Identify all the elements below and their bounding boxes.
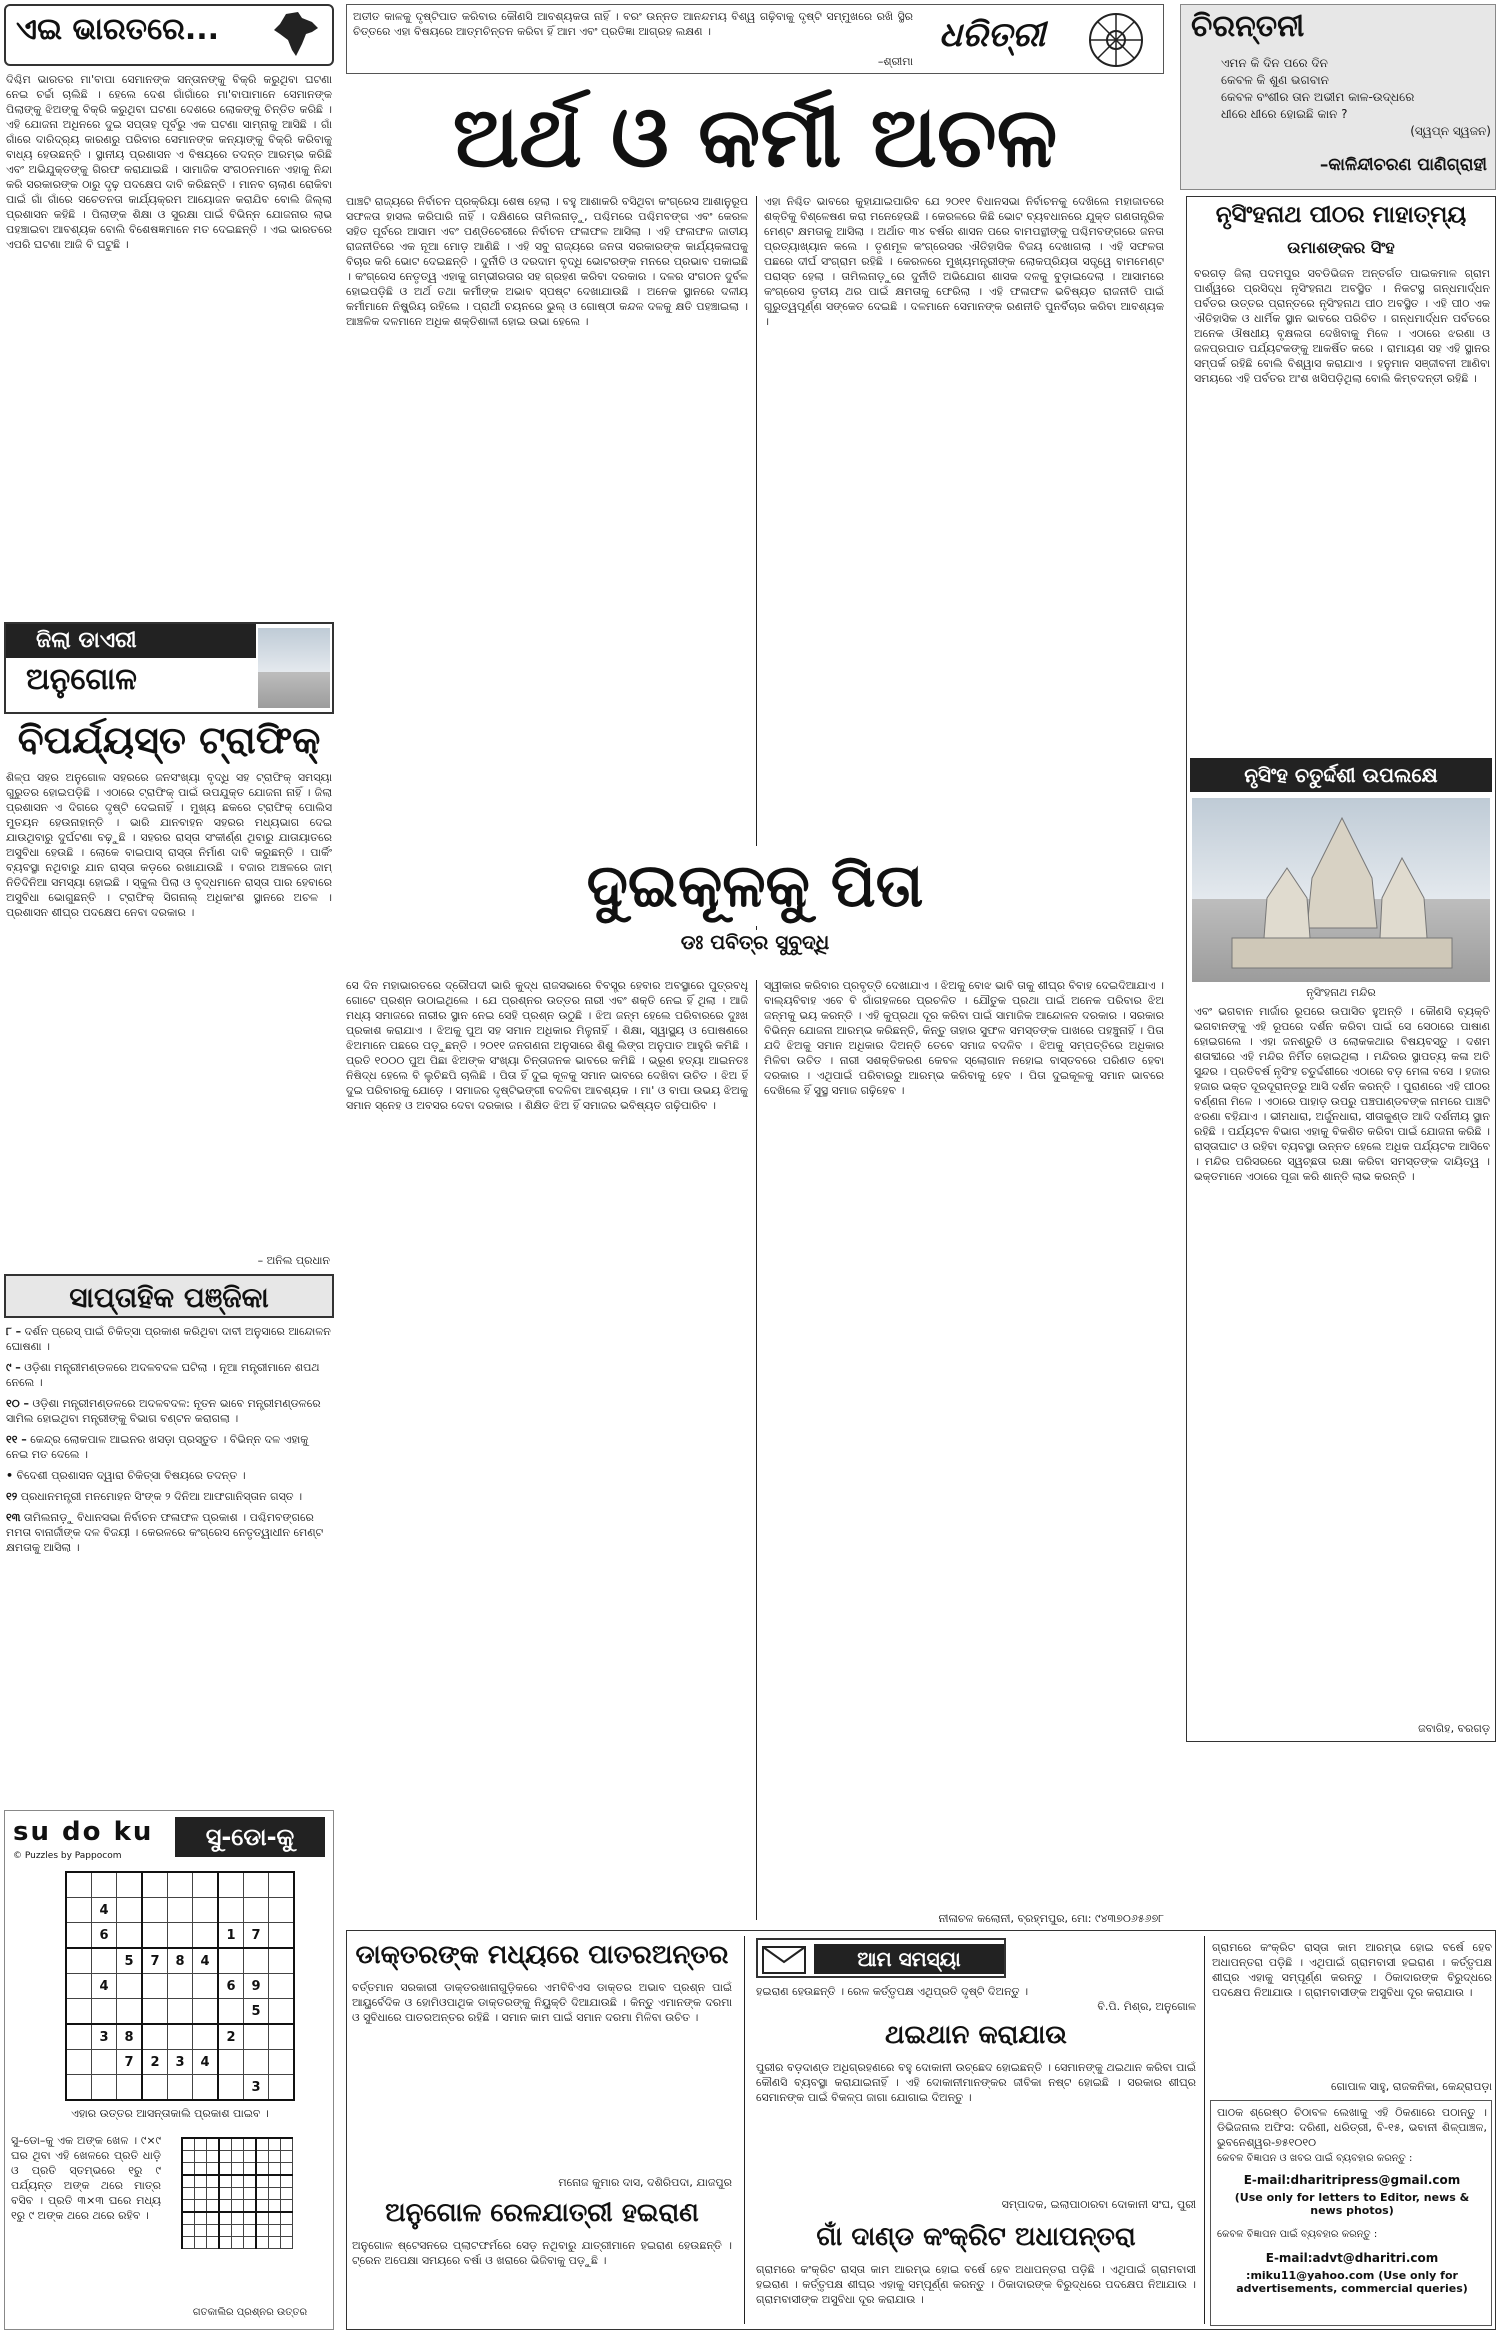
answer-row xyxy=(182,2200,293,2213)
answer-cell xyxy=(281,2138,293,2151)
sudoku-cell xyxy=(269,2050,295,2075)
poem-line: କେବଳ କି ଶୁଣ ଭଗବାନ xyxy=(1221,73,1329,87)
temple-text: ଏବଂ ଭଗବାନ ମାର୍ଜାର ରୂପରେ ଉପାସିତ ହୁଅନ୍ତି । କୌଣସି ବ୍ୟକ୍ତି ଭଗବାନଙ୍କୁ ଏହି ରୂପରେ ଦର୍ଶନ କରିବା ପାଇଁ ସେ ସେଠାରେ ପାଷାଣ ହୋଇଗଲେ । ଏହା ଜନଶ୍ରୁତି ଓ ଲୋକକଥାର ବିଷୟବସ୍ତୁ । ଦଶମ ଶତାବ୍ଦୀରେ ଏହି ମନ୍ଦିର ନିର୍ମିତ ହୋଇଥିଲା । ମନ୍ଦିରର ସ୍ଥାପତ୍ୟ କଳା ଅତି ସୁନ୍ଦର । ପ୍ରତିବର୍ଷ ନୃସିଂହ ଚତୁର୍ଦ୍ଦଶୀରେ ଏଠାରେ ବଡ଼ ମେଳା ବସେ । ହଜାର ହଜାର ଭକ୍ତ ଦୂରଦୂରାନ୍ତରୁ ଆସି ଦର୍ଶନ କରନ୍ତି । ପୁରାଣରେ ଏହି ପୀଠର ବର୍ଣ୍ଣନା ମିଳେ । ଏଠାରେ ପାହାଡ଼ ଉପରୁ ପଞ୍ଚପାଣ୍ଡବଙ୍କ ନାମରେ ପାଞ୍ଚଟି ଝରଣା ବହିଯାଏ । ଭୀମଧାରା, ଅର୍ଜୁନଧାରା, ସୀତାକୁଣ୍ଡ ଆଦି ଦର୍ଶନୀୟ ସ୍ଥାନ ରହିଛି । ପର୍ଯ୍ୟଟନ ବିଭାଗ ଏହାକୁ ବିକଶିତ କରିବା ପାଇଁ ଯୋଜନା କରିଛି । ରାସ୍ତାଘାଟ ଓ ରହିବା ବ୍ୟବସ୍ଥା ଉନ୍ନତ ହେଲେ ଅଧିକ ପର୍ଯ୍ୟଟକ ଆସିବେ । ମନ୍ଦିର ପରିସରରେ ସ୍ୱଚ୍ଛତା ରକ୍ଷା କରିବା ସମସ୍ତଙ୍କ ଦାୟିତ୍ୱ । ଭକ୍ତମାନେ ଏଠାରେ ପୂଜା କରି ଶାନ୍ତି ଲାଭ କରନ୍ତି । xyxy=(1194,1005,1490,1183)
sudoku-cell xyxy=(142,1898,168,1923)
answer-cell xyxy=(244,2175,257,2188)
masthead-strip xyxy=(346,4,1164,74)
pith-byline: ଉମାଶଙ୍କର ସିଂହ xyxy=(1287,238,1395,257)
answer-cell xyxy=(256,2138,269,2151)
sudoku-grid xyxy=(65,1871,295,2101)
answer-cell xyxy=(244,2237,257,2249)
answer-row xyxy=(182,2163,293,2176)
lift-heading: ଥଇଥାନ କରାଯାଉ xyxy=(885,2020,1067,2050)
answer-cell xyxy=(207,2200,220,2213)
poem-line: ଏମନ କି ଦିନ ପରେ ଦିନ xyxy=(1221,56,1328,70)
sudoku-cell xyxy=(269,1974,295,1999)
weekly-entry-text: ବିଦେଶୀ ପ୍ରଶାସନ ଦ୍ୱାରା ଚିକିତ୍ସା ବିଷୟରେ ତଦନ୍ତ । xyxy=(16,1469,246,1482)
temple-illustration xyxy=(1192,798,1490,982)
sudoku-cell xyxy=(92,1872,117,1898)
second-col-1: ସେ ଦିନ ମହାଭାରତରେ ଦ୍ରୌପଦୀ ଭାରି କୁଦ୍ଧ ରାଜସଭାରେ ବିବସ୍ତ୍ର ହେବାର ଅବସ୍ଥାରେ ପୁତ୍ରବଧୂ ଗୋଟେ ପ୍ରଶ୍ନ ଉଠାଇଥିଲେ । ଯେ ପ୍ରଶ୍ନର ଉତ୍ତର ନାରୀ ଏବଂ ଶକ୍ତି ନେଇ ହିଁ ଥିଲା । ଆଜି ମଧ୍ୟ ସମାଜରେ ନାରୀର ସ୍ଥାନ ନେଇ ସେହି ପ୍ରଶ୍ନ ଉଠୁଛି । ଝିଅ ଜନ୍ମ ହେଲେ ପରିବାରରେ ଦୁଃଖ ପ୍ରକାଶ କରାଯାଏ । ଝିଅକୁ ପୁଅ ସହ ସମାନ ଅଧିକାର ମିଳୁନାହିଁ । ଶିକ୍ଷା, ସ୍ୱାସ୍ଥ୍ୟ ଓ ପୋଷଣରେ ଝିଅମାନେ ପଛରେ ପଡ଼ୁଛନ୍ତି । ୨୦୧୧ ଜନଗଣନା ଅନୁସାରେ ଶିଶୁ ଲିଙ୍ଗ ଅନୁପାତ ଆହୁରି କମିଛି । ପ୍ରତି ୧୦୦୦ ପୁଅ ପିଛା ଝିଅଙ୍କ ସଂଖ୍ୟା ଚିନ୍ତାଜନକ ଭାବରେ କମିଛି । ଭ୍ରୂଣ ହତ୍ୟା ଆଇନତଃ ନିଷିଦ୍ଧ ହେଲେ ବି ଲୁଚିଛପି ଚାଲିଛି । ପିତା ହିଁ ଦୁଇ କୂଳକୁ ସମାନ ଭାବରେ ଦେଖିବା ଉଚିତ । ଝିଅ ହିଁ ଦୁଇ ପରିବାରକୁ ଯୋଡ଼େ । ସମାଜର ଦୃଷ୍ଟିଭଙ୍ଗୀ ବଦଳିବା ଆବଶ୍ୟକ । ମା' ଓ ବାପା ଉଭୟ ଝିଅକୁ ସମାନ ସ୍ନେହ ଓ ଅବସର ଦେବା ଦରକାର । ଶିକ୍ଷିତ ଝିଅ ହିଁ ସମାଜର ଭବିଷ୍ୟତ ଗଢ଼ିପାରିବ । xyxy=(346,979,748,1112)
sudoku-cell xyxy=(244,1898,269,1923)
answer-row xyxy=(182,2225,293,2237)
answer-cell xyxy=(256,2225,269,2237)
sudoku-cell xyxy=(168,1923,193,1949)
sudoku-cell xyxy=(117,1923,143,1949)
second-col-2: ସ୍ୱୀକାର କରିବାର ପ୍ରବୃତ୍ତି ଦେଖାଯାଏ । ଝିଅକୁ ବୋଝ ଭାବି ତାକୁ ଶୀଘ୍ର ବିବାହ ଦେଇଦିଆଯାଏ । ବାଲ୍ୟବିବାହ ଏବେ ବି ଗାଁଗହଳରେ ପ୍ରଚଳିତ । ଯୌତୁକ ପ୍ରଥା ପାଇଁ ଅନେକ ପରିବାର ଝିଅ ଜନ୍ମକୁ ଭୟ କରନ୍ତି । ଏହି କୁପ୍ରଥା ଦୂର କରିବା ପାଇଁ ସାମାଜିକ ଆନ୍ଦୋଳନ ଦରକାର । ସରକାର ବିଭିନ୍ନ ଯୋଜନା ଆରମ୍ଭ କରିଛନ୍ତି, କିନ୍ତୁ ତାହାର ସୁଫଳ ସମସ୍ତଙ୍କ ପାଖରେ ପହଞ୍ଚୁନାହିଁ । ପିତା ଯଦି ଝିଅକୁ ସମାନ ଅଧିକାର ଦିଅନ୍ତି ତେବେ ସମାଜ ବଦଳିବ । ଝିଅକୁ ସମ୍ପତ୍ତିରେ ଅଧିକାର ମିଳିବା ଉଚିତ । ନାରୀ ସଶକ୍ତିକରଣ କେବଳ ସ୍ଲୋଗାନ ନହୋଇ ବାସ୍ତବରେ ପରିଣତ ହେବା ଦରକାର । ଏଥିପାଇଁ ପରିବାରରୁ ଆରମ୍ଭ କରିବାକୁ ହେବ । ପିତା ଦୁଇକୂଳକୁ ସମାନ ଭାବରେ ଦେଖିଲେ ହିଁ ସୁସ୍ଥ ସମାଜ ଗଢ଼ିହେବ । xyxy=(764,979,1164,1097)
weekly-entry-text: ଓଡ଼ିଶା ମନ୍ତ୍ରୀମଣ୍ଡଳରେ ଅଦଳବଦଳ: ନୂତନ ଭାବେ ମନ୍ତ୍ରୀମଣ୍ଡଳରେ ସାମିଲ ହୋଇଥିବା ମନ୍ତ୍ରୀଙ୍କୁ ବିଭାଗ ବଣ୍ଟନ କରାଗଲା । xyxy=(6,1397,321,1425)
rail-heading: ଅନୁଗୋଳ ରେଳଯାତ୍ରୀ ହଇରାଣ xyxy=(385,2198,699,2228)
answer-cell xyxy=(219,2138,232,2151)
sudoku-cell xyxy=(142,1872,168,1898)
main-headline: ଅର୍ଥ ଓ କର୍ମୀ ଅଚଳ xyxy=(452,88,1058,186)
column-rule xyxy=(756,980,757,1920)
answer-cell xyxy=(232,2237,244,2249)
sudoku-cell xyxy=(168,2024,193,2050)
answer-cell xyxy=(232,2212,244,2225)
answer-cell xyxy=(195,2175,207,2188)
sudoku-cell xyxy=(168,2075,193,2101)
weekly-entry-date: • xyxy=(6,1469,14,1482)
weekly-entry xyxy=(6,1468,332,1483)
sudoku-row xyxy=(66,1999,294,2025)
temple-photo xyxy=(1192,798,1490,982)
column-rule xyxy=(744,1936,745,2324)
answer-cell xyxy=(182,2200,195,2213)
answer-cell xyxy=(269,2188,281,2200)
sudoku-cell: 5 xyxy=(117,1948,143,1974)
road-heading: ଗାଁ ଦାଣ୍ଡ କଂକ୍ରିଟ ଅଧାପନ୍ତରା xyxy=(816,2222,1136,2252)
sudoku-cell xyxy=(168,1898,193,1923)
answer-cell xyxy=(182,2237,195,2249)
lift-author: ସମ୍ପାଦକ, ଇଲାପାଠାରବା ଦୋକାନୀ ସଂଘ, ପୁରୀ xyxy=(1001,2198,1196,2211)
road-text-continued: ଗ୍ରାମରେ କଂକ୍ରିଟ ରାସ୍ତା କାମ ଆରମ୍ଭ ହୋଇ ବର୍ଷେ ହେବ ଅଧାପନ୍ତରା ପଡ଼ିଛି । ଏଥିପାଇଁ ଗ୍ରାମବାସୀ ହଇରାଣ । କର୍ତ୍ତୃପକ୍ଷ ଶୀଘ୍ର ଏହାକୁ ସମ୍ପୂର୍ଣ୍ଣ କରନ୍ତୁ । ଠିକାଦାରଙ୍କ ବିରୁଦ୍ଧରେ ପଦକ୍ଷେପ ନିଆଯାଉ । ଗ୍ରାମବାସୀଙ୍କ ଅସୁବିଧା ଦୂର କରାଯାଉ । xyxy=(756,2263,1196,2306)
sudoku-cell xyxy=(66,1898,92,1923)
sudoku-cell xyxy=(269,1948,295,1974)
answer-cell xyxy=(269,2237,281,2249)
poem-line: ଧୀରେ ଧୀରେ ହୋଇଛି କାନ ? xyxy=(1221,107,1348,121)
answer-cell xyxy=(232,2225,244,2237)
contact-box xyxy=(1210,2100,1492,2326)
weekly-entry-text: ଓଡ଼ିଶା ମନ୍ତ୍ରୀମଣ୍ଡଳରେ ଅଦଳବଦଳ ଘଟିଲା । ନୂଆ ମନ୍ତ୍ରୀମାନେ ଶପଥ ନେଲେ । xyxy=(6,1361,320,1389)
problem-banner: ଆମ ସମସ୍ୟା xyxy=(814,1944,1004,1974)
answer-cell xyxy=(219,2212,232,2225)
sudoku-cell xyxy=(269,2075,295,2101)
answer-cell xyxy=(269,2212,281,2225)
answer-cell xyxy=(219,2237,232,2249)
sudoku-cell: 6 xyxy=(218,1974,244,1999)
sudoku-cell: 4 xyxy=(193,2050,219,2075)
sudoku-cell xyxy=(193,1872,219,1898)
sudoku-cell: 8 xyxy=(168,1948,193,1974)
answer-cell xyxy=(281,2151,293,2163)
answer-cell xyxy=(195,2237,207,2249)
answer-cell xyxy=(281,2225,293,2237)
answer-cell xyxy=(269,2175,281,2188)
sudoku-cell: 3 xyxy=(92,2024,117,2050)
sudoku-cell xyxy=(168,1872,193,1898)
sudoku-cell xyxy=(218,2075,244,2101)
answer-cell xyxy=(232,2200,244,2213)
answer-cell xyxy=(232,2138,244,2151)
answer-cell xyxy=(207,2151,220,2163)
weekly-entry-date: ୧୦ – xyxy=(6,1397,30,1410)
answer-cell xyxy=(207,2237,220,2249)
sudoku-cell xyxy=(92,2075,117,2101)
sudoku-cell xyxy=(117,1974,143,1999)
answer-cell xyxy=(244,2151,257,2163)
kicker-article: ଦିଶ୍ଚିମ ଭାରତର ମା'ବାପା ସେମାନଙ୍କ ସନ୍ତାନଙ୍କୁ ବିକ୍ରି କରୁଥିବା ଘଟଣା ନେଇ ଚର୍ଚ୍ଚା ଚାଲିଛି । ହେଲେ ଦେଶ ଗାଁଗାଁରେ ମା'ବାପାମାନେ ସେମାନଙ୍କ ପିଲାଙ୍କୁ ଝିଅଙ୍କୁ ବିକ୍ରି କରୁଥିବା ଘଟଣା ଦେଶରେ ଲୋକଙ୍କୁ ଚିନ୍ତିତ କରିଛି । ଏହି ଯୋଜନା ଅଧିନରେ ଦୁଇ ସପ୍ତାହ ପୂର୍ବରୁ ଏକ ଘଟଣା ସାମ୍ନାକୁ ଆସିଛି । ଗାଁ ଗାଁରେ ଦାରିଦ୍ର୍ୟ କାରଣରୁ ପରିବାର ସେମାନଙ୍କ କନ୍ୟାଙ୍କୁ ବିକ୍ରି କରିବାକୁ ବାଧ୍ୟ ହେଉଛନ୍ତି । ସ୍ଥାନୀୟ ପ୍ରଶାସନ ଏ ବିଷୟରେ ତଦନ୍ତ ଆରମ୍ଭ କରିଛି ଏବଂ ଅଭିଯୁକ୍ତଙ୍କୁ ଗିରଫ କରାଯାଇଛି । ସାମାଜିକ ସଂଗଠନମାନେ ଏହାକୁ ନିନ୍ଦା କରି ସରକାରଙ୍କ ଠାରୁ ଦୃଢ଼ ପଦକ୍ଷେପ ଦାବି କରିଛନ୍ତି । ମାନବ ଚାଲାଣ ରୋକିବା ପାଇଁ ଗାଁ ଗାଁରେ ସଚେତନତା କାର୍ଯ୍ୟକ୍ରମ ଆୟୋଜନ କରାଯିବ ବୋଲି ଜିଲ୍ଲା ପ୍ରଶାସନ କହିଛି । ପିଲାଙ୍କ ଶିକ୍ଷା ଓ ସୁରକ୍ଷା ପାଇଁ ବିଭିନ୍ନ ଯୋଜନାର ଲାଭ ପହଞ୍ଚାଇବା ଆବଶ୍ୟକ ବୋଲି ବିଶେଷଜ୍ଞମାନେ ମତ ଦେଇଛନ୍ତି । ଏଇ ଭାରତରେ ଏପରି ଘଟଣା ଆଜି ବି ଘଟୁଛି । xyxy=(6,73,332,251)
sudoku-cell xyxy=(142,1999,168,2025)
second-footer: ନୀଳାଚଳ କଲୋନୀ, ବ୍ରହ୍ମପୁର, ମୋ: ୯୪୩୭୦୬୫୬୭୮ xyxy=(938,1912,1164,1925)
poem-line: (ସ୍ୱପ୍ନ ସ୍ୱଜନ) xyxy=(1410,124,1491,138)
answer-row xyxy=(182,2188,293,2200)
sudoku-cell xyxy=(66,2075,92,2101)
doctor-text: ବର୍ତ୍ତମାନ ସରକାରୀ ଡାକ୍ତରଖାନାଗୁଡ଼ିକରେ ଏମବିବିଏସ ଡାକ୍ତର ଅଭାବ ପ୍ରଶ୍ନ ପାଇଁ ଆୟୁର୍ବେଦିକ ଓ ହୋମିଓପାଥିକ ଡାକ୍ତରଙ୍କୁ ନିୟୁକ୍ତି ଦିଆଯାଉଛି । କିନ୍ତୁ ଏମାନଙ୍କ ଦରମା ଓ ସୁବିଧାରେ ପାତରଅନ୍ତର ରହିଛି । ସମାନ କାମ ପାଇଁ ସମାନ ଦରମା ମିଳିବା ଉଚିତ । xyxy=(352,1981,732,2024)
lift-text: ପୁରୀର ବଡ଼ଦାଣ୍ଡ ଅଧିଗ୍ରହଣରେ ବହୁ ଦୋକାନୀ ଉଚ୍ଛେଦ ହୋଇଛନ୍ତି । ସେମାନଙ୍କୁ ଥଇଥାନ କରିବା ପାଇଁ କୌଣସି ବ୍ୟବସ୍ଥା କରାଯାଇନାହିଁ । ଏହି ଦୋକାନୀମାନଙ୍କର ଜୀବିକା ନଷ୍ଟ ହୋଇଛି । ସରକାର ଶୀଘ୍ର ସେମାନଙ୍କ ପାଇଁ ବିକଳ୍ପ ଜାଗା ଯୋଗାଇ ଦିଅନ୍ତୁ । xyxy=(756,2061,1196,2104)
answer-cell xyxy=(182,2138,195,2151)
sudoku-cell xyxy=(269,1999,295,2025)
answer-cell xyxy=(269,2151,281,2163)
weekly-list xyxy=(6,1324,332,1804)
answer-cell xyxy=(244,2188,257,2200)
contact-line: କେବଳ ବିଜ୍ଞାପନ ଓ ଖବର ପାଇଁ ବ୍ୟବହାର କରନ୍ତୁ : xyxy=(1217,2153,1413,2164)
sudoku-cell: 9 xyxy=(244,1974,269,1999)
second-headline: ଦୁଇକୂଳକୁ ପିତା xyxy=(346,846,1164,926)
answer-cell xyxy=(269,2138,281,2151)
temple-footer: ଜବାଗିହ, ବରଗଡ଼ xyxy=(1418,1722,1490,1735)
sudoku-row xyxy=(66,2050,294,2075)
sudoku-cell xyxy=(117,1872,143,1898)
weekly-entry-date: ୮ – xyxy=(6,1325,22,1338)
india-map-icon xyxy=(268,10,324,60)
sudoku-cell xyxy=(193,1974,219,1999)
answer-cell xyxy=(232,2163,244,2176)
weekly-entry-text: କେନ୍ଦ୍ର ଲୋକପାଳ ଆଇନର ଖସଡ଼ା ପ୍ରସ୍ତୁତ । ବିଭିନ୍ନ ଦଳ ଏହାକୁ ନେଇ ମତ ଦେଲେ । xyxy=(6,1433,309,1461)
answer-cell xyxy=(195,2138,207,2151)
problem-intro: ହଇରାଣ ହେଉଛନ୍ତି । ରେଳ କର୍ତ୍ତୃପକ୍ଷ ଏଥିପ୍ରତି ଦୃଷ୍ଟି ଦିଅନ୍ତୁ । xyxy=(756,1985,1029,1998)
district-diary-box xyxy=(4,622,334,714)
answer-cell xyxy=(219,2225,232,2237)
answer-cell xyxy=(182,2175,195,2188)
chirantani-title: ଚିରନ୍ତନୀ xyxy=(1191,9,1305,44)
sudoku-cell: 4 xyxy=(193,1948,219,1974)
email-ads: E-mail:advt@dharitri.com xyxy=(1265,2251,1439,2265)
sudoku-cell: 4 xyxy=(92,1974,117,1999)
photo-caption: ନୃସିଂହନାଥ ମନ୍ଦିର xyxy=(1306,986,1376,999)
answer-cell xyxy=(207,2175,220,2188)
answer-cell xyxy=(281,2212,293,2225)
sudoku-cell xyxy=(244,2050,269,2075)
answer-cell xyxy=(219,2188,232,2200)
answer-cell xyxy=(207,2163,220,2176)
answer-cell xyxy=(182,2163,195,2176)
answer-row xyxy=(182,2237,293,2249)
pith-heading: ନୃସିଂହନାଥ ପୀଠର ମାହାତ୍ମ୍ୟ xyxy=(1215,202,1467,228)
pith-text: ବରଗଡ଼ ଜିଲା ପଦମପୁର ସବଡିଭିଜନ ଅନ୍ତର୍ଗତ ପାଇକମାଳ ଗ୍ରାମ ପାର୍ଶ୍ୱରେ ପ୍ରସିଦ୍ଧ ନୃସିଂହନାଥ ଅବସ୍ଥିତ । ନିକଟସ୍ଥ ଗନ୍ଧମାର୍ଦ୍ଧନ ପର୍ବତର ଉତ୍ତର ପ୍ରାନ୍ତରେ ନୃସିଂହନାଥ ପୀଠ ଅବସ୍ଥିତ । ଏହି ପୀଠ ଏକ ଐତିହାସିକ ଓ ଧାର୍ମିକ ସ୍ଥାନ ଭାବରେ ପରିଚିତ । ଗନ୍ଧମାର୍ଦ୍ଧନ ପର୍ବତରେ ଅନେକ ଔଷଧୀୟ ବୃକ୍ଷଲତା ଦେଖିବାକୁ ମିଳେ । ଏଠାରେ ଝରଣା ଓ ଜଳପ୍ରପାତ ପର୍ଯ୍ୟଟକଙ୍କୁ ଆକର୍ଷିତ କରେ । ରାମାୟଣ ସହ ଏହି ସ୍ଥାନର ସମ୍ପର୍କ ରହିଛି ବୋଲି ବିଶ୍ୱାସ କରାଯାଏ । ହନୁମାନ ସଞ୍ଜୀବନୀ ଆଣିବା ସମୟରେ ଏହି ପର୍ବତର ଅଂଶ ଖସିପଡ଼ିଥିଲା ବୋଲି କିମ୍ବଦନ୍ତୀ ରହିଛି । xyxy=(1194,267,1490,385)
sudoku-cell xyxy=(117,1999,143,2025)
answer-cell xyxy=(256,2237,269,2249)
answer-cell xyxy=(281,2237,293,2249)
answer-cell xyxy=(195,2225,207,2237)
poem xyxy=(1221,55,1491,140)
sudoku-cell: 1 xyxy=(218,1923,244,1949)
sudoku-cell: 8 xyxy=(117,2024,143,2050)
sudoku-cell: 7 xyxy=(142,1948,168,1974)
answer-cell xyxy=(232,2175,244,2188)
weekly-heading: ସାପ୍ତାହିକ ପଞ୍ଜିକା xyxy=(4,1274,334,1318)
masthead-quote-attr: –ଶ୍ରୀମା xyxy=(877,55,913,68)
answer-cell xyxy=(269,2200,281,2213)
column-rule xyxy=(1204,1936,1205,2324)
sudoku-cell: 6 xyxy=(92,1923,117,1949)
road-text: ଗ୍ରାମରେ କଂକ୍ରିଟ ରାସ୍ତା କାମ ଆରମ୍ଭ ହୋଇ ବର୍ଷେ ହେବ ଅଧାପନ୍ତରା ପଡ଼ିଛି । ଏଥିପାଇଁ ଗ୍ରାମବାସୀ ହଇରାଣ । କର୍ତ୍ତୃପକ୍ଷ ଶୀଘ୍ର ଏହାକୁ ସମ୍ପୂର୍ଣ୍ଣ କରନ୍ତୁ । ଠିକାଦାରଙ୍କ ବିରୁଦ୍ଧରେ ପଦକ୍ଷେପ ନିଆଯାଉ । ଗ୍ରାମବାସୀଙ୍କ ଅସୁବିଧା ଦୂର କରାଯାଉ । xyxy=(1212,1941,1492,1999)
answer-cell xyxy=(256,2212,269,2225)
answer-cell xyxy=(207,2138,220,2151)
sudoku-cell xyxy=(269,1872,295,1898)
doctor-heading: ଡାକ୍ତରଙ୍କ ମଧ୍ୟରେ ପାତରଅନ୍ତର xyxy=(355,1940,729,1970)
kicker-box xyxy=(4,4,334,66)
answer-cell xyxy=(256,2200,269,2213)
weekly-entry xyxy=(6,1489,332,1504)
answer-cell xyxy=(219,2151,232,2163)
answer-cell xyxy=(281,2163,293,2176)
answer-cell xyxy=(207,2188,220,2200)
sudoku-box xyxy=(4,1810,334,2330)
weekly-entry xyxy=(6,1432,332,1462)
weekly-entry-date: ୯ – xyxy=(6,1361,21,1374)
answer-cell xyxy=(256,2151,269,2163)
sudoku-cell: 3 xyxy=(244,2075,269,2101)
sudoku-cell xyxy=(168,1999,193,2025)
road-author: ଗୋପାଳ ସାହୁ, ରାଜକନିକା, କେନ୍ଦ୍ରାପଡ଼ା xyxy=(1331,2080,1492,2093)
sudoku-cell xyxy=(66,1872,92,1898)
answer-cell xyxy=(244,2163,257,2176)
sudoku-cell xyxy=(244,1872,269,1898)
weekly-entry-date: ୧୨ xyxy=(6,1490,18,1503)
sudoku-title: ସୁ-ଡୋ-କୁ xyxy=(175,1817,325,1857)
answer-cell xyxy=(219,2200,232,2213)
sudoku-cell xyxy=(269,2024,295,2050)
sudoku-cell: 2 xyxy=(218,2024,244,2050)
poet-name: –କାଳିନ୍ଦୀଚରଣ ପାଣିଗ୍ରାହୀ xyxy=(1319,155,1487,175)
second-byline: ଡଃ ପବିତ୍ର ସୁବୁଦ୍ଧି xyxy=(346,930,1164,954)
sudoku-cell xyxy=(193,1898,219,1923)
sudoku-row xyxy=(66,1898,294,1923)
sudoku-cell xyxy=(66,1999,92,2025)
sudoku-cell xyxy=(244,1948,269,1974)
sudoku-cell xyxy=(142,1974,168,1999)
sudoku-row xyxy=(66,2075,294,2101)
sudoku-cell xyxy=(142,2024,168,2050)
answer-cell xyxy=(269,2163,281,2176)
sudoku-cell xyxy=(117,2075,143,2101)
sudoku-row xyxy=(66,1872,294,1898)
traffic-text: ଶିଳ୍ପ ସହର ଅନୁଗୋଳ ସହରରେ ଜନସଂଖ୍ୟା ବୃଦ୍ଧି ସହ ଟ୍ରାଫିକ୍ ସମସ୍ୟା ଗୁରୁତର ହୋଇପଡ଼ିଛି । ଏଠାରେ ଟ୍ରାଫିକ୍ ପାଇଁ ଉପଯୁକ୍ତ ଯୋଜନା ନାହିଁ । ଜିଲା ପ୍ରଶାସନ ଏ ଦିଗରେ ଦୃଷ୍ଟି ଦେଇନାହିଁ । ମୁଖ୍ୟ ଛକରେ ଟ୍ରାଫିକ୍ ପୋଲିସ ମୁତୟନ ହେଉନାହାନ୍ତି । ଭାରି ଯାନବାହନ ସହରର ମଧ୍ୟଭାଗ ଦେଇ ଯାଉଥିବାରୁ ଦୁର୍ଘଟଣା ବଢ଼ୁଛି । ସହରର ରାସ୍ତା ସଂକୀର୍ଣ୍ଣ ଥିବାରୁ ଯାତାୟାତରେ ଅସୁବିଧା ହେଉଛି । ଲୋକେ ବାଇପାସ୍ ରାସ୍ତା ନିର୍ମାଣ ଦାବି କରୁଛନ୍ତି । ପାର୍କିଂ ବ୍ୟବସ୍ଥା ନଥିବାରୁ ଯାନ ରାସ୍ତା କଡ଼ରେ ରଖାଯାଉଛି । ବଜାର ଅଞ୍ଚଳରେ ଜାମ୍ ନିତିଦିନିଆ ସମସ୍ୟା ହୋଇଛି । ସ୍କୁଲ ପିଲା ଓ ବୃଦ୍ଧମାନେ ରାସ୍ତା ପାର ହେବାରେ ଅସୁବିଧା ଭୋଗୁଛନ୍ତି । ଟ୍ରାଫିକ୍ ସିଗନାଲ୍ ଅଧିକାଂଶ ସ୍ଥାନରେ ଅଚଳ । ପ୍ରଶାସନ ଶୀଘ୍ର ପଦକ୍ଷେପ ନେବା ଦରକାର । xyxy=(6,771,332,919)
sudoku-cell xyxy=(193,1923,219,1949)
answer-cell xyxy=(256,2175,269,2188)
email-editor: E-mail:dharitripress@gmail.com xyxy=(1243,2173,1461,2187)
kicker-title: ଏଇ ଭାରତରେ... xyxy=(16,12,220,47)
answer-cell xyxy=(281,2175,293,2188)
envelope-icon xyxy=(762,1946,806,1974)
sudoku-cell xyxy=(218,1898,244,1923)
sudoku-cell xyxy=(142,2075,168,2101)
sudoku-logo: su do ku xyxy=(13,1817,154,1847)
sudoku-cell xyxy=(269,1923,295,1949)
festival-heading: ନୃସିଂହ ଚତୁର୍ଦ୍ଦଶୀ ଉପଲକ୍ଷେ xyxy=(1190,758,1492,792)
answer-row xyxy=(182,2138,293,2151)
problem-intro-author: ବି.ପି. ମିଶ୍ର, ଅନୁଗୋଳ xyxy=(1097,2000,1196,2013)
main-col-1: ପାଞ୍ଚଟି ରାଜ୍ୟରେ ନିର୍ବାଚନ ପ୍ରକ୍ରିୟା ଶେଷ ହେଲା । ବହୁ ଆଶାକରି ବସିଥିବା କଂଗ୍ରେସ ଆଶାନୁରୂପ ସଫଳତା ହାସଲ କରିପାରି ନାହିଁ । ଦକ୍ଷିଣରେ ତାମିଲନାଡ଼ୁ, ପଶ୍ଚିମରେ ପଶ୍ଚିମବଙ୍ଗ ଏବଂ କେରଳ ସହିତ ପୂର୍ବରେ ଆସାମ ଏବଂ ପଣ୍ଡିଚେରୀରେ ନିର୍ବାଚନ ଫଳାଫଳ ଆସିଲା । ଏହି ଫଳାଫଳ ଜାତୀୟ ରାଜନୀତିରେ ଏକ ନୂଆ ମୋଡ଼ ଆଣିଛି । ଏହି ସବୁ ରାଜ୍ୟରେ ଜନତା ସରକାରଙ୍କ କାର୍ଯ୍ୟକଳାପକୁ ବିଚାର କରି ଭୋଟ ଦେଇଛନ୍ତି । ଦୁର୍ନୀତି ଓ ଦରଦାମ ବୃଦ୍ଧି ଭୋଟରଙ୍କ ମନରେ ପ୍ରଭାବ ପକାଇଛି । କଂଗ୍ରେସ ନେତୃତ୍ୱ ଏହାକୁ ଗମ୍ଭୀରତାର ସହ ଗ୍ରହଣ କରିବା ଦରକାର । ଦଳର ସଂଗଠନ ଦୁର୍ବଳ ହୋଇପଡ଼ିଛି ଓ ଅର୍ଥ ତଥା କର୍ମୀଙ୍କ ଅଭାବ ସ୍ପଷ୍ଟ ଦେଖାଯାଉଛି । ଅନେକ ସ୍ଥାନରେ ଦଳୀୟ କର୍ମୀମାନେ ନିଷ୍କ୍ରିୟ ରହିଲେ । ପ୍ରାର୍ଥୀ ଚୟନରେ ଭୁଲ୍ ଓ ଗୋଷ୍ଠୀ କନ୍ଦଳ ଦଳକୁ କ୍ଷତି ପହଞ୍ଚାଇଲା । ଆଞ୍ଚଳିକ ଦଳମାନେ ଅଧିକ ଶକ୍ତିଶାଳୀ ହୋଇ ଉଭା ହେଲେ । xyxy=(346,195,748,328)
wheel-emblem-icon xyxy=(1087,11,1145,69)
email-ads-2: :miku11@yahoo.com (Use only for advertisements, commercial queries) xyxy=(1236,2269,1468,2295)
answer-row xyxy=(182,2175,293,2188)
sudoku-cell: 7 xyxy=(244,1923,269,1949)
sudoku-credit: © Puzzles by Pappocom xyxy=(13,1851,122,1861)
answer-cell xyxy=(244,2138,257,2151)
masthead-logo: ଧରିତ୍ରୀ xyxy=(938,15,1046,55)
sudoku-cell xyxy=(193,2024,219,2050)
answer-cell xyxy=(182,2212,195,2225)
answer-cell xyxy=(256,2163,269,2176)
weekly-entry-text: ଦର୍ଶନ ପ୍ରେସ୍‌ ପାଇଁ ଚିକିତ୍ସା ପ୍ରକାଶ କରିଥିବା ଦାବୀ ଅନୁସାରେ ଆନ୍ଦୋଳନ ଘୋଷଣା । xyxy=(6,1325,331,1353)
sudoku-cell xyxy=(193,1999,219,2025)
sudoku-cell xyxy=(117,1898,143,1923)
answer-cell xyxy=(244,2200,257,2213)
weekly-entry xyxy=(6,1324,332,1354)
answer-cell xyxy=(195,2163,207,2176)
sudoku-rules: ସୁ–ଡୋ–କୁ ଏକ ଅଙ୍କ ଖେଳ । ୯×୯ ଘର ଥିବା ଏହି ଖେଳରେ ପ୍ରତି ଧାଡ଼ି ଓ ପ୍ରତି ସ୍ତମ୍ଭରେ ୧ରୁ ୯ ପର୍ଯ୍ୟନ୍ତ ଅଙ୍କ ଥରେ ମାତ୍ର ବସିବ । ପ୍ରତି ୩×୩ ଘରେ ମଧ୍ୟ ୧ରୁ ୯ ଅଙ୍କ ଥରେ ଥରେ ରହିବ । xyxy=(11,2134,161,2222)
sudoku-cell xyxy=(92,2050,117,2075)
answer-row xyxy=(182,2151,293,2163)
weekly-entry xyxy=(6,1510,332,1555)
answer-cell xyxy=(195,2188,207,2200)
answer-cell xyxy=(195,2151,207,2163)
answer-cell xyxy=(219,2163,232,2176)
traffic-author: – ଅନିଲ ପ୍ରଧାନ xyxy=(257,1254,330,1267)
traffic-headline: ବିପର୍ଯ୍ୟସ୍ତ ଟ୍ରାଫିକ୍ xyxy=(17,718,321,762)
answer-cell xyxy=(281,2188,293,2200)
answer-row xyxy=(182,2212,293,2225)
sudoku-note: ଏହାର ଉତ୍ତର ଆସନ୍ତାକାଲି ପ୍ରକାଶ ପାଇବ । xyxy=(71,2107,269,2120)
sudoku-cell xyxy=(92,1999,117,2025)
answer-cell xyxy=(207,2225,220,2237)
district-diary-label: ଜିଲା ଡାଏରୀ xyxy=(6,624,256,658)
answer-cell xyxy=(256,2188,269,2200)
chirantani-box xyxy=(1180,4,1496,190)
sudoku-answer-title: ଗତକାଲିର ପ୍ରଶ୍ନର ଉତ୍ତର xyxy=(192,2307,308,2318)
sudoku-cell: 3 xyxy=(168,2050,193,2075)
sudoku-cell xyxy=(269,1898,295,1923)
answer-cell xyxy=(207,2212,220,2225)
district-name: ଅନୁଗୋଳ xyxy=(26,662,137,697)
poem-line: କେବଳ ବଂଶୀର ତାନ ଅଭୀମ କାଳ-ଉଦ୍ଧରେ xyxy=(1221,90,1415,104)
main-col-2: ଏହା ନିଶ୍ଚିତ ଭାବରେ କୁହାଯାଇପାରିବ ଯେ ୨୦୧୧ ବିଧାନସଭା ନିର୍ବାଚନକୁ ଦେଖିଲେ ମହାଜାତରେ ଶକ୍ତିକୁ ବିଶ୍ଳେଷଣ କରା ମନେହେଉଛି । କେରଳରେ କିଛି ଭୋଟ ବ୍ୟବଧାନରେ ଯୁକ୍ତ ଗଣତାନ୍ତ୍ରିକ ମେଣ୍ଟ କ୍ଷମତାକୁ ଆସିଲା । ଅର୍ଥାତ ୩୪ ବର୍ଷର ଶାସନ ପରେ ବାମପନ୍ଥୀଙ୍କୁ ପଶ୍ଚିମବଙ୍ଗରେ ଜନତା ପ୍ରତ୍ୟାଖ୍ୟାନ କଲେ । ତୃଣମୂଳ କଂଗ୍ରେସର ଐତିହାସିକ ବିଜୟ ଦେଖାଗଲା । ଏହି ସଫଳତା ପଛରେ ଦୀର୍ଘ ସଂଗ୍ରାମ ରହିଛି । କେରଳରେ ମୁଖ୍ୟମନ୍ତ୍ରୀଙ୍କ ଲୋକପ୍ରିୟତା ସତ୍ତ୍ୱେ ବାମମେଣ୍ଟ ପରାସ୍ତ ହେଲା । ତାମିଲନାଡ଼ୁରେ ଦୁର୍ନୀତି ଅଭିଯୋଗ ଶାସକ ଦଳକୁ ବୁଡ଼ାଇଦେଲା । ଆସାମରେ କଂଗ୍ରେସ ତୃତୀୟ ଥର ପାଇଁ କ୍ଷମତାକୁ ଫେରିଲା । ଏହି ଫଳାଫଳ ଭବିଷ୍ୟତ ରାଜନୀତି ପାଇଁ ଗୁରୁତ୍ୱପୂର୍ଣ୍ଣ ସଙ୍କେତ ଦେଇଛି । ଦଳମାନେ ସେମାନଙ୍କ ରଣନୀତି ପୁନର୍ବିଚାର କରିବା ଆବଶ୍ୟକ । xyxy=(764,195,1164,328)
answer-cell xyxy=(269,2225,281,2237)
weekly-entry xyxy=(6,1360,332,1390)
weekly-entry-text: ପ୍ରଧାନମନ୍ତ୍ରୀ ମନମୋହନ ସିଂଙ୍କ ୨ ଦିନିଆ ଆଫଗାନିସ୍ତାନ ଗସ୍ତ । xyxy=(20,1490,303,1503)
sudoku-row xyxy=(66,1974,294,1999)
weekly-entry-date: ୧୩ xyxy=(6,1511,21,1524)
answer-cell xyxy=(182,2151,195,2163)
sudoku-cell: 2 xyxy=(142,2050,168,2075)
sudoku-row xyxy=(66,1948,294,1974)
sudoku-cell xyxy=(218,1948,244,1974)
sudoku-cell xyxy=(66,1948,92,1974)
sudoku-cell xyxy=(168,1974,193,1999)
rail-text: ଅନୁଗୋଳ ଷ୍ଟେସନରେ ପ୍ଲାଟଫର୍ମରେ ସେଡ଼ ନଥିବାରୁ ଯାତ୍ରୀମାନେ ହଇରାଣ ହେଉଛନ୍ତି । ଟ୍ରେନ ଅପେକ୍ଷା ସମୟରେ ବର୍ଷା ଓ ଖରାରେ ଭିଜିବାକୁ ପଡ଼ୁଛି । xyxy=(352,2239,732,2267)
ads-line: କେବଳ ବିଜ୍ଞାପନ ପାଇଁ ବ୍ୟବହାର କରନ୍ତୁ : xyxy=(1217,2229,1378,2240)
answer-cell xyxy=(244,2225,257,2237)
sudoku-cell: 7 xyxy=(117,2050,143,2075)
email-editor-note: (Use only for letters to Editor, news & news photos) xyxy=(1234,2191,1470,2217)
answer-cell xyxy=(281,2200,293,2213)
doctor-author: ମନୋଜ କୁମାର ଦାସ, ଦଶିରିପଦା, ଯାଜପୁର xyxy=(558,2176,732,2189)
sudoku-cell xyxy=(218,1999,244,2025)
answer-cell xyxy=(182,2188,195,2200)
answer-cell xyxy=(182,2225,195,2237)
answer-cell xyxy=(232,2151,244,2163)
sudoku-cell: 5 xyxy=(244,1999,269,2025)
sudoku-answer-grid xyxy=(181,2137,293,2249)
answer-cell xyxy=(232,2188,244,2200)
weekly-entry xyxy=(6,1396,332,1426)
sudoku-cell xyxy=(142,1923,168,1949)
answer-cell xyxy=(195,2212,207,2225)
column-rule xyxy=(756,196,757,936)
answer-cell xyxy=(219,2175,232,2188)
sudoku-row xyxy=(66,1923,294,1949)
sudoku-cell xyxy=(66,2050,92,2075)
sudoku-cell xyxy=(193,2075,219,2101)
sudoku-cell xyxy=(92,1948,117,1974)
answer-cell xyxy=(244,2212,257,2225)
sudoku-cell xyxy=(66,1974,92,1999)
sudoku-cell: 4 xyxy=(92,1898,117,1923)
answer-cell xyxy=(195,2200,207,2213)
sudoku-cell xyxy=(66,1923,92,1949)
sudoku-row xyxy=(66,2024,294,2050)
sudoku-cell xyxy=(244,2024,269,2050)
weekly-entry-text: ତାମିଲନାଡ଼ୁ ବିଧାନସଭା ନିର୍ବାଚନ ଫଳାଫଳ ପ୍ରକାଶ । ପଶ୍ଚିମବଙ୍ଗରେ ମମତା ବାନାର୍ଜୀଙ୍କ ଦଳ ବିଜୟୀ । କେରଳରେ କଂଗ୍ରେସ ନେତୃତ୍ୱାଧୀନ ମେଣ୍ଟ କ୍ଷମତାକୁ ଆସିଲା । xyxy=(6,1511,324,1554)
masthead-quote: ଅତୀତ କାଳକୁ ଦୃଷ୍ଟିପାତ କରିବାର କୌଣସି ଆବଶ୍ୟକତା ନାହିଁ । ବରଂ ଉନ୍ନତ ଆନନ୍ଦମୟ ବିଶ୍ୱ ଗଢ଼ିବାକୁ ଦୃଷ୍ଟି ସମ୍ମୁଖରେ ରଖି ସ୍ଥିର ଚିତ୍ତରେ ଏହା ବିଷୟରେ ଆତ୍ମଚିନ୍ତନ କରିବା ହିଁ ଆମ ଏବଂ ପ୍ରତିଜ୍ଞା ଆଗ୍ରହ ଲକ୍ଷଣ । xyxy=(353,10,913,38)
sudoku-cell xyxy=(218,1872,244,1898)
problem-banner-box xyxy=(756,1938,1006,1978)
contact-intro: ପାଠକ ଶ୍ରେଷ୍ଠ ଚିଠାବଳ ଲେଖାକୁ ଏହି ଠିକଣାରେ ପଠାନ୍ତୁ । ଡିଭିଜନାଲ ଅଫିସ: ଦରିଣୀ, ଧରିତ୍ରୀ, ବି-୧୫, ଭବାନୀ ଶିଳ୍ପାଞ୍ଚଳ, ଭୁବନେଶ୍ୱର-୭୫୧୦୧୦ xyxy=(1217,2106,1487,2149)
sudoku-cell xyxy=(66,2024,92,2050)
sudoku-cell xyxy=(218,2050,244,2075)
weekly-entry-date: ୧୧ – xyxy=(6,1433,27,1446)
district-photo xyxy=(258,628,330,708)
